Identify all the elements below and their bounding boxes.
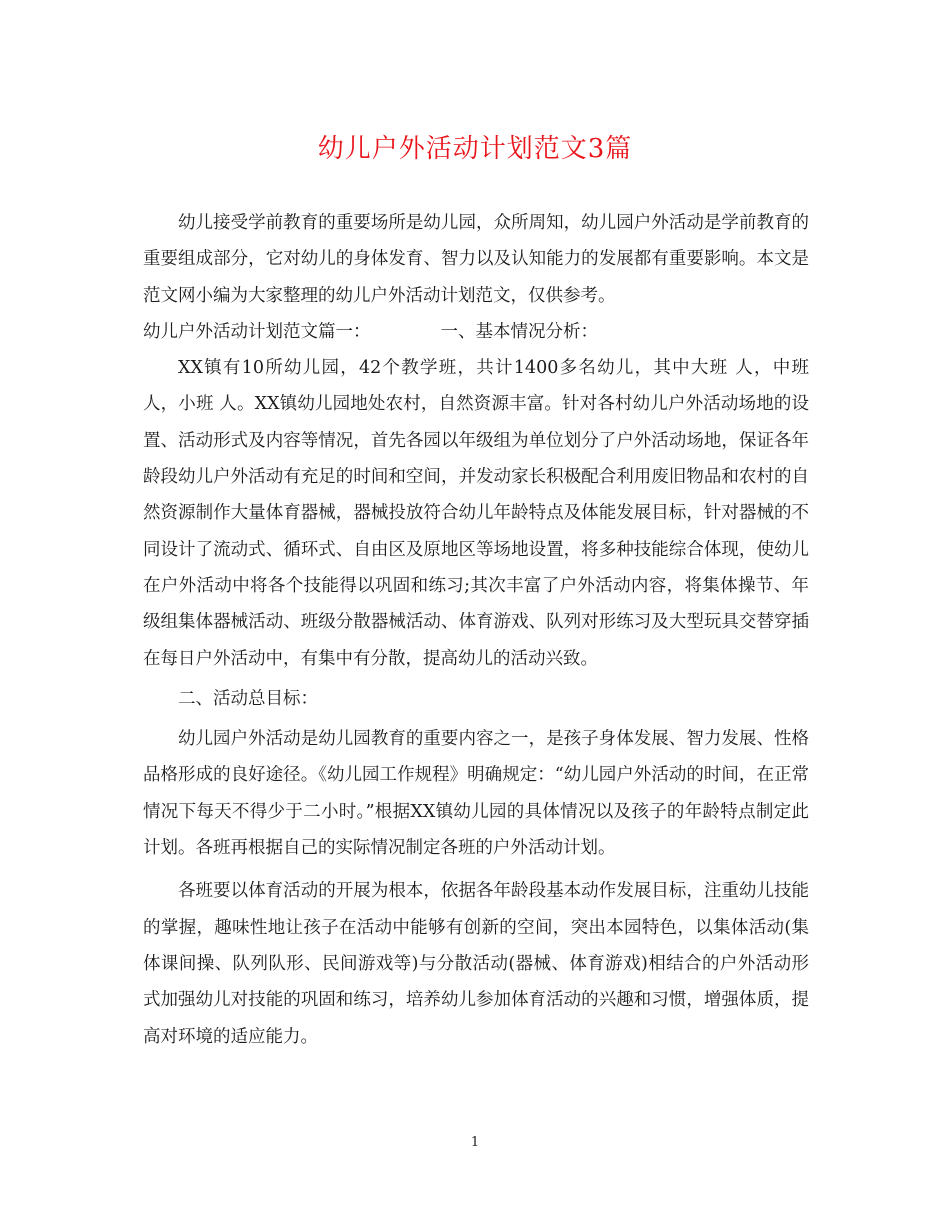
basic-paragraph: XX镇有10所幼儿园，42个教学班，共计1400多名幼儿，其中大班 人，中班 人，小班 人。XX镇幼儿园地处农村，自然资源丰富。针对各村幼儿户外活动场地的设置、活动形式及内容等情况，首先各园以年级组为单位划分了户外活动场地，保证各年龄段幼儿户外活动有充足的时间和空间，并发动家长积极配合利用废旧物品和农村的自然资源制作大量体育器械，器械投放符合幼儿年龄特点及体能发展目标，针对器械的不同设计了流动式、循环式、自由区及原地区等场地设置，将多种技能综合体现，使幼儿在户外活动中将各个技能得以巩固和练习;其次丰富了户外活动内容，将集体操节、年级组集体器械活动、班级分散器械活动、体育游戏、队列对形练习及大型玩具交替穿插在每日户外活动中，有集中有分散，提高幼儿的活动兴致。	[143, 358, 809, 669]
section-one-label: 幼儿户外活动计划范文篇一：	[143, 321, 371, 342]
document-body	[143, 205, 809, 1055]
section-one-line	[143, 314, 809, 350]
goal-paragraph-1: 幼儿园户外活动是幼儿园教育的重要内容之一，是孩子身体发展、智力发展、性格品格形成的良好途径。《幼儿园工作规程》明确规定：“幼儿园户外活动的时间，在正常情况下每天不得少于二小时。”根据XX镇幼儿园的具体情况以及孩子的年龄特点制定此计划。各班再根据自己的实际情况制定各班的户外活动计划。	[143, 729, 809, 859]
page-number: 1	[470, 1135, 480, 1150]
goal-paragraph-2: 各班要以体育活动的开展为根本，依据各年龄段基本动作发展目标，注重幼儿技能的掌握，趣味性地让孩子在活动中能够有创新的空间，突出本园特色，以集体活动(集体课间操、队列队形、民间游戏等)与分散活动(器械、体育游戏)相结合的户外活动形式加强幼儿对技能的巩固和练习，培养幼儿参加体育活动的兴趣和习惯，增强体质，提高对环境的适应能力。	[143, 881, 809, 1047]
heading-goal: 二、活动总目标：	[178, 688, 318, 709]
intro-paragraph: 幼儿接受学前教育的重要场所是幼儿园，众所周知，幼儿园户外活动是学前教育的重要组成部分，它对幼儿的身体发育、智力以及认知能力的发展都有重要影响。本文是范文网小编为大家整理的幼儿户外活动计划范文，仅供参考。	[143, 213, 809, 306]
heading-basic: 一、基本情况分析：	[440, 321, 598, 342]
document-title: 幼儿户外活动计划范文3篇	[317, 134, 633, 164]
